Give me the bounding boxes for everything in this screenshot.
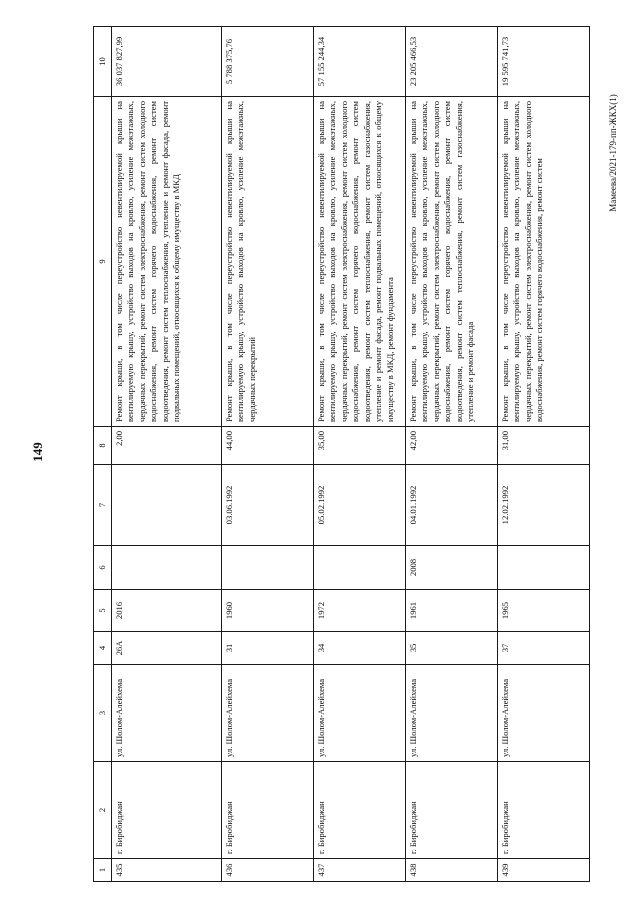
header-cell: 1 <box>94 859 112 882</box>
row-number: 437 <box>314 859 406 882</box>
row-number: 435 <box>112 859 222 882</box>
sum-cell: 19 595 741,73 <box>498 27 590 97</box>
year2-cell <box>314 546 406 590</box>
repair-program-table <box>93 26 590 882</box>
row-number: 436 <box>222 859 314 882</box>
table-row <box>222 27 314 882</box>
description-cell: Ремонт крыши, в том числе переустройство невентилируемой крыши на вентилируемую крышу, устройство выходов на кровлю, усиление межэтажных, чердачных перекрытий, ремонт систем электроснабжения, ремонт систем холодного водоснабжения, ремонт систем горячего водоснабжения, ремонт систем водоотведения, ремонт систем теплоснабжения, утепление и ремонт фасада, ремонт подвальных помещений, относящихся к общему имуществу в МКД <box>112 97 222 427</box>
date-cell: 05.02.1992 <box>314 465 406 546</box>
city-cell: г. Биробиджан <box>314 762 406 859</box>
date-cell: 03.06.1992 <box>222 465 314 546</box>
header-cell: 3 <box>94 665 112 762</box>
house-cell: 34 <box>314 632 406 665</box>
description-cell: Ремонт крыши, в том числе переустройство невентилируемой крыши на вентилируемую крышу, устройство выходов на кровлю, усиление межэтажных, чердачных перекрытий, ремонт систем электроснабжения, ремонт систем холодного водоснабжения, ремонт систем горячего водоснабжения, ремонт систем водоотведения, ремонт систем теплоснабжения, ремонт систем газоснабжения, утепление и ремонт фасада <box>406 97 498 427</box>
street-cell: ул. Шолом-Алейхема <box>406 665 498 762</box>
header-cell: 9 <box>94 97 112 427</box>
date-cell: 04.01.1992 <box>406 465 498 546</box>
house-cell: 35 <box>406 632 498 665</box>
street-cell: ул. Шолом-Алейхема <box>314 665 406 762</box>
city-cell: г. Биробиджан <box>112 762 222 859</box>
street-cell: ул. Шолом-Алейхема <box>112 665 222 762</box>
sum-cell: 23 205 466,53 <box>406 27 498 97</box>
table-row <box>406 27 498 882</box>
percent-cell: 42,00 <box>406 427 498 465</box>
header-cell: 4 <box>94 632 112 665</box>
year-cell: 1961 <box>406 590 498 632</box>
percent-cell: 2,00 <box>112 427 222 465</box>
street-cell: ул. Шолом-Алейхема <box>498 665 590 762</box>
header-cell: 10 <box>94 27 112 97</box>
year2-cell <box>498 546 590 590</box>
description-cell: Ремонт крыши, в том числе переустройство невентилируемой крыши на вентилируемую крышу, устройство выходов на кровлю, усиление межэтажных, чердачных перекрытий, ремонт систем электроснабжения, ремонт систем холодного водоснабжения, ремонт систем горячего водоснабжения, ремонт систем <box>498 97 590 427</box>
city-cell: г. Биробиджан <box>222 762 314 859</box>
table-row <box>498 27 590 882</box>
percent-cell: 35,00 <box>314 427 406 465</box>
house-cell: 31 <box>222 632 314 665</box>
house-cell: 26А <box>112 632 222 665</box>
header-row <box>94 27 112 882</box>
year2-cell: 2008 <box>406 546 498 590</box>
date-cell: 12.02.1992 <box>498 465 590 546</box>
percent-cell: 44,00 <box>222 427 314 465</box>
street-cell: ул. Шолом-Алейхема <box>222 665 314 762</box>
sum-cell: 57 155 244,34 <box>314 27 406 97</box>
city-cell: г. Биробиджан <box>498 762 590 859</box>
description-cell: Ремонт крыши, в том числе переустройство невентилируемой крыши на вентилируемую крышу, устройство выходов на кровлю, усиление межэтажных, чердачных перекрытий, ремонт систем электроснабжения, ремонт систем холодного водоснабжения, ремонт систем горячего водоснабжения, ремонт систем водоотведения, ремонт систем теплоснабжения, ремонт систем газоснабжения, утепление и ремонт фасада, ремонт подвальных помещений, относящихся к общему имуществу в МКД, ремонт фундамента <box>314 97 406 427</box>
header-cell: 2 <box>94 762 112 859</box>
table-row <box>314 27 406 882</box>
row-number: 438 <box>406 859 498 882</box>
rotated-table-container <box>93 27 566 882</box>
header-cell: 6 <box>94 546 112 590</box>
row-number: 439 <box>498 859 590 882</box>
sum-cell: 36 037 827,99 <box>112 27 222 97</box>
year2-cell <box>112 546 222 590</box>
year-cell: 2016 <box>112 590 222 632</box>
header-cell: 8 <box>94 427 112 465</box>
year-cell: 1960 <box>222 590 314 632</box>
year-cell: 1965 <box>498 590 590 632</box>
document-code: Мамеева/2021-179-пп-ЖКХ(1) <box>608 94 618 212</box>
city-cell: г. Биробиджан <box>406 762 498 859</box>
header-cell: 7 <box>94 465 112 546</box>
date-cell <box>112 465 222 546</box>
year-cell: 1972 <box>314 590 406 632</box>
house-cell: 37 <box>498 632 590 665</box>
description-cell: Ремонт крыши, в том числе переустройство невентилируемой крыши на вентилируемую крышу, устройство выходов на кровлю, усиление межэтажных, чердачных перекрытий <box>222 97 314 427</box>
table-row <box>112 27 222 882</box>
page-number: 149 <box>30 442 45 462</box>
header-cell: 5 <box>94 590 112 632</box>
percent-cell: 31,00 <box>498 427 590 465</box>
year2-cell <box>222 546 314 590</box>
sum-cell: 5 788 375,76 <box>222 27 314 97</box>
